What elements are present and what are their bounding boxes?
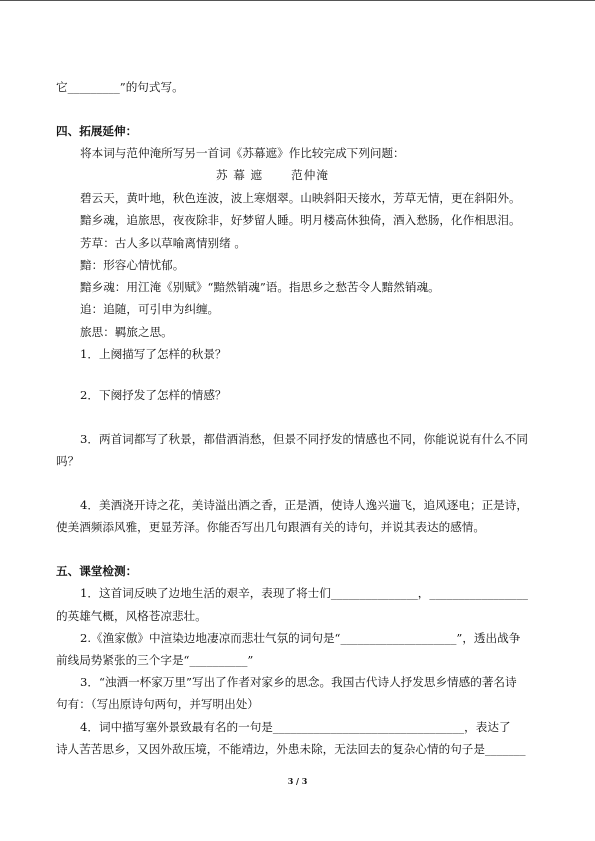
section-heading-4: 四、拓展延伸：	[56, 124, 138, 138]
page-number: 3 / 3	[287, 776, 308, 786]
annotation-line: 芳草：古人多以草喻离情别绪 。	[80, 236, 246, 250]
check-3-cont: 句有：（写出原诗句两句，并写明出处）	[56, 697, 259, 711]
poem-title-row	[216, 168, 329, 183]
question-4: 4．美酒浇开诗之花，美诗溢出酒之香，正是酒，使诗人逸兴遄飞，追风逐电；正是诗，	[80, 498, 528, 512]
annotation-line: 追：追随，可引申为纠缠。	[80, 302, 220, 316]
question-1: 1．上阕描写了怎样的秋景？	[80, 347, 227, 361]
question-4-cont: 使美酒频添风雅，更显芳泽。你能否写出几句跟酒有关的诗句，并说其表达的感情。	[56, 520, 485, 534]
check-3: 3．“浊酒一杯家万里”写出了作者对家乡的思念。我国古代诗人抒发思乡情感的著名诗	[80, 675, 517, 689]
check-4: 4．词中描写塞外景致最有名的一句是_________________________________，表达了	[80, 720, 511, 734]
poem-line: 黯乡魂，追旅思，夜夜除非，好梦留人睡。明月楼高休独倚，酒入愁肠，化作相思泪。	[80, 213, 521, 227]
question-3-cont: 吗？	[56, 454, 80, 468]
check-2-cont: 前线局势紧张的三个字是“__________”	[56, 653, 254, 667]
question-3: 3．两首词都写了秋景，都借酒消愁，但景不同抒发的情感也不同，你能说说有什么不同	[80, 432, 528, 446]
annotation-line: 旅思：羁旅之思。	[80, 325, 173, 339]
check-2: 2.《渔家傲》中渲染边地凄凉而悲壮气氛的词句是“____________________”，透出战争	[80, 631, 521, 645]
poem-title: 苏 幕 遮	[216, 168, 264, 182]
check-4-cont: 诗人苦苦思乡，又因外敌压境，不能靖边，外患未除，无法回去的复杂心情的句子是_______	[56, 742, 526, 756]
check-1-cont: 的英雄气概，风格苍凉悲壮。	[56, 609, 207, 623]
check-1: 1．这首词反映了边地生活的艰辛，表现了将士们_______________，_________________	[80, 586, 528, 600]
question-2: 2．下阕抒发了怎样的情感？	[80, 388, 227, 402]
section-heading-5: 五、课堂检测：	[56, 564, 138, 578]
annotation-line: 黯乡魂：用江淹《别赋》“黯然销魂”语。指思乡之愁苦令人黯然销魂。	[80, 280, 440, 294]
text-line: 将本词与范仲淹所写另一首词《苏幕遮》作比较完成下列问题：	[80, 146, 405, 160]
text-line: 它_________”的句式写。	[56, 80, 184, 94]
poem-author: 范仲淹	[291, 168, 329, 182]
annotation-line: 黯：形容心情忧郁。	[80, 258, 185, 272]
poem-line: 碧云天，黄叶地，秋色连波，波上寒烟翠。山映斜阳天接水，芳草无情，更在斜阳外。	[80, 191, 521, 205]
